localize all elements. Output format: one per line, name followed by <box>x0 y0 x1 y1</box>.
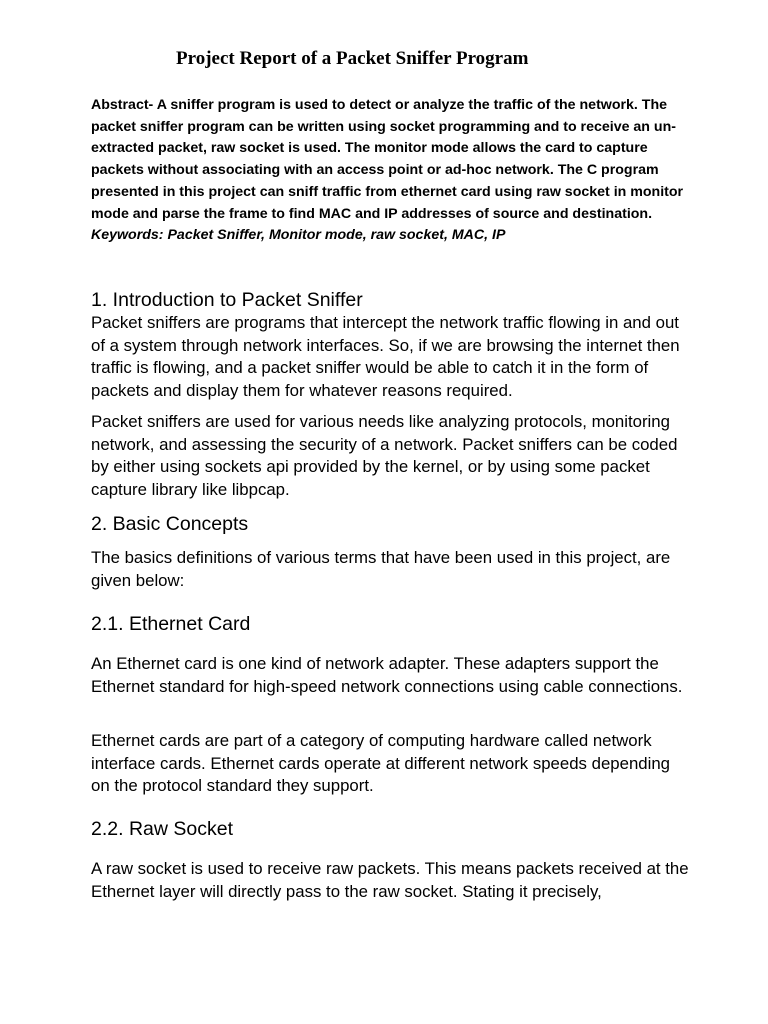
abstract-label: Abstract- <box>91 97 154 113</box>
abstract <box>91 95 691 247</box>
abstract-body: A sniffer program is used to detect or analyze the traffic of the network. The packet sniffer program can be written using socket programming and to receive an un-extracted packet, raw socket is used. The monitor mode allows the card to capture packets without associating with an access point or ad-hoc network. The C program presented in this project can sniff traffic from ethernet card using raw socket in monitor mode and parse the frame to find MAC and IP addresses of source and destination. <box>91 97 684 222</box>
section-heading-basic-concepts: 2. Basic Concepts <box>91 513 249 535</box>
intro-paragraph-2: Packet sniffers are used for various needs like analyzing protocols, monitoring network, and assessing the security of a network. Packet sniffers can be coded by either using sockets api provided by the kernel, or by using some packet capture library like libpcap. <box>91 412 678 499</box>
basic-concepts-paragraph: The basics definitions of various terms that have been used in this project, are given below: <box>91 548 671 590</box>
section-heading-ethernet-card: 2.1. Ethernet Card <box>91 613 251 635</box>
intro-paragraph-1: Packet sniffers are programs that intercept the network traffic flowing in and out of a system through network interfaces. So, if we are browsing the internet then traffic is flowing, and a packet sniffer would be able to catch it in the form of packets and display them for whatever reasons required. <box>91 313 680 400</box>
section-heading-raw-socket: 2.2. Raw Socket <box>91 818 233 840</box>
raw-socket-paragraph: A raw socket is used to receive raw packets. This means packets received at the Ethernet layer will directly pass to the raw socket. Stating it precisely, <box>91 859 689 901</box>
abstract-text <box>91 95 691 225</box>
ethernet-paragraph-1: An Ethernet card is one kind of network adapter. These adapters support the Ethernet standard for high-speed network connections using cable connections. <box>91 654 683 696</box>
section-heading-introduction: 1. Introduction to Packet Sniffer <box>91 289 363 311</box>
page-title: Project Report of a Packet Sniffer Program <box>176 48 529 69</box>
ethernet-paragraph-2: Ethernet cards are part of a category of computing hardware called network interface cards. Ethernet cards operate at different network speeds depending on the protocol standard they support. <box>91 731 671 795</box>
keywords: Keywords: Packet Sniffer, Monitor mode, raw socket, MAC, IP <box>91 227 506 244</box>
